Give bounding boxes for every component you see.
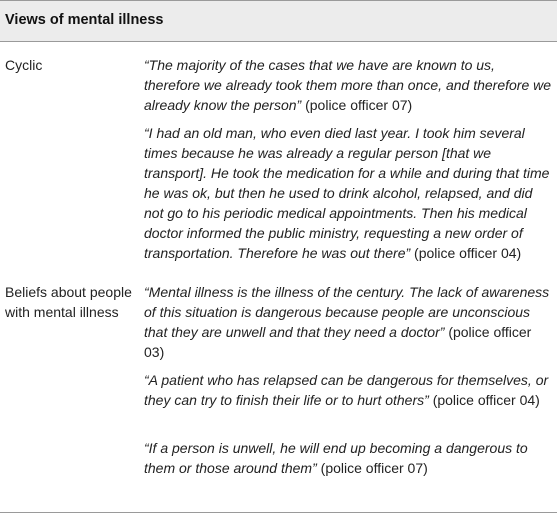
quote-text: “I had an old man, who even died last year. I took him several times because he was already a regular person [that we transport]. He took the medication for a while and during that time he was ok, but then he used to drink alcohol, relapsed, and did not go to his periodic medical appointments. Then his medical doctor informed the public ministry, requesting a new order of transportation. Therefore he was out there” [144, 125, 550, 261]
quote-attribution: (police officer 07) [320, 460, 428, 476]
table-cell [144, 55, 552, 115]
bottom-rule [0, 512, 557, 513]
table-cell [144, 123, 552, 263]
row-label-beliefs: Beliefs about people with mental illness [5, 284, 132, 320]
quote-attribution: (police officer 04) [432, 392, 540, 408]
quote-attribution: (police officer 04) [414, 245, 522, 261]
table-cell [144, 370, 552, 410]
table-cell [144, 282, 552, 362]
quote-text: “A patient who has relapsed can be dangerous for themselves, or they can try to finish their life or to hurt others” [144, 372, 549, 408]
quote-text: “If a person is unwell, he will end up becoming a dangerous to them or those around them” [144, 440, 528, 476]
quote-attribution: (police officer 07) [305, 97, 413, 113]
quote-text: “Mental illness is the illness of the century. The lack of awareness of this situation is dangerous because people are unconscious that they are unwell and that they need a doctor” [144, 284, 550, 340]
row-label-cyclic: Cyclic [5, 57, 43, 73]
table-cell [144, 438, 552, 478]
table-title: Views of mental illness [5, 12, 164, 28]
quote-text: “The majority of the cases that we have are known to us, therefore we already took them more than once, and therefore we already know the person” [144, 57, 552, 113]
quote-attribution: (police officer 03) [144, 324, 532, 360]
header-rule [0, 41, 557, 42]
